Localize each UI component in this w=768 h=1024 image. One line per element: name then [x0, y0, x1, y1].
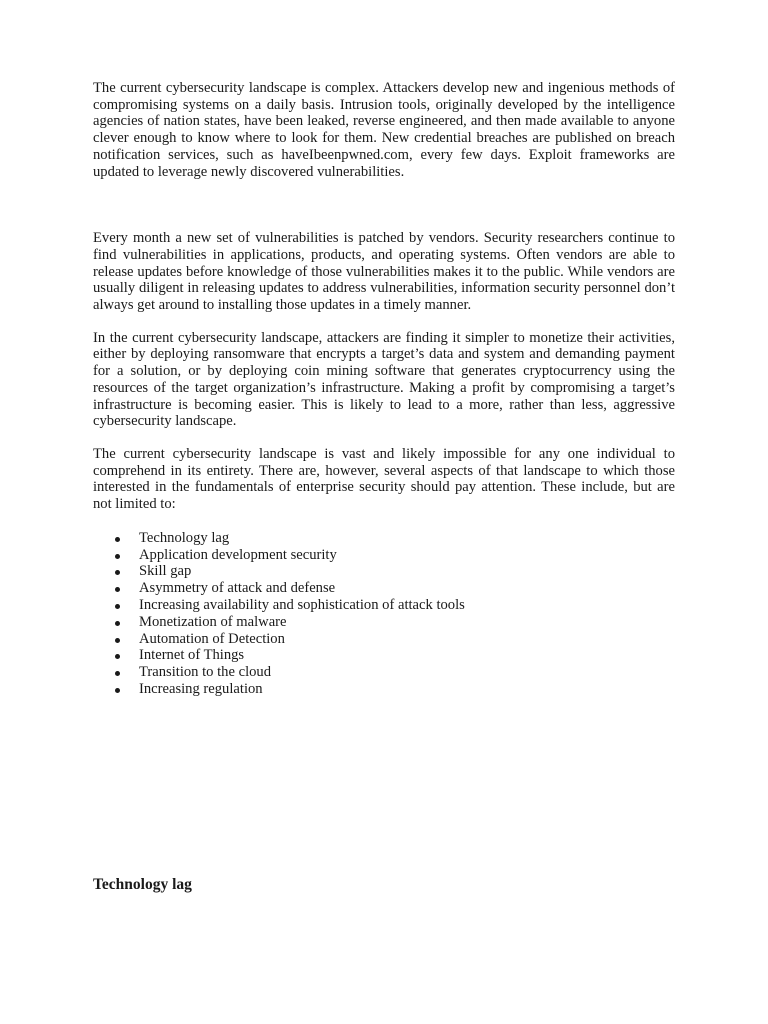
document-body: [93, 80, 675, 698]
list-item-label: Skill gap: [139, 563, 192, 580]
list-item-label: Application development security: [139, 546, 337, 563]
list-item: [93, 631, 675, 648]
list-item-label: Increasing regulation: [139, 680, 263, 697]
list-item-label: Technology lag: [139, 529, 230, 546]
paragraph-monetization: In the current cybersecurity landscape, attackers are finding it simpler to monetize their activities, either by deploying ransomware that encrypts a target’s data and system and demanding payment for a solution, or by deploying coin mining software that generates cryptocurrency using the resources of the target organization’s infrastructure. Making a profit by compromising a target’s infrastructure is becoming easier. This is likely to lead to a more, rather than less, aggressive cybersecurity landscape.: [93, 329, 675, 430]
list-item: [93, 530, 675, 547]
list-item: [93, 664, 675, 681]
section-heading: Technology lag: [93, 876, 192, 893]
bullet-icon: [115, 621, 120, 626]
paragraph-landscape-intro: The current cybersecurity landscape is complex. Attackers develop new and ingenious methods of compromising systems on a daily basis. Intrusion tools, originally developed by the intelligence agencies of nation states, have been leaked, reverse engineered, and then made available to anyone clever enough to know where to look for them. New credential breaches are published on breach notification services, such as haveIbeenpwned.com, every few days. Exploit frameworks are updated to leverage newly discovered vulnerabilities.: [93, 80, 675, 180]
list-item-label: Transition to the cloud: [139, 664, 272, 681]
list-item-label: Automation of Detection: [139, 630, 285, 647]
list-item: [93, 597, 675, 614]
aspects-bullet-list: [93, 530, 675, 698]
list-item-label: Internet of Things: [139, 647, 245, 664]
list-item: [93, 563, 675, 580]
list-item: [93, 547, 675, 564]
bullet-icon: [115, 671, 120, 676]
paragraph-landscape-aspects: The current cybersecurity landscape is vast and likely impossible for any one individual to comprehend in its entirety. There are, however, several aspects of that landscape to which those interested in the fundamentals of enterprise security should pay attention. These include, but are not limited to:: [93, 445, 675, 513]
bullet-icon: [115, 688, 120, 693]
bullet-icon: [115, 554, 120, 559]
list-item-label: Monetization of malware: [139, 613, 287, 630]
bullet-icon: [115, 604, 120, 609]
list-item-label: Increasing availability and sophistication of attack tools: [139, 596, 465, 613]
bullet-icon: [115, 570, 120, 575]
list-item-label: Asymmetry of attack and defense: [139, 580, 336, 597]
list-item: [93, 580, 675, 597]
bullet-icon: [115, 654, 120, 659]
bullet-icon: [115, 638, 120, 643]
list-item: [93, 647, 675, 664]
list-item: [93, 614, 675, 631]
list-item: [93, 681, 675, 698]
bullet-icon: [115, 587, 120, 592]
paragraph-vulnerability-patching: Every month a new set of vulnerabilities is patched by vendors. Security researchers continue to find vulnerabilities in applications, products, and operating systems. Often vendors are able to release updates before knowledge of those vulnerabilities makes it to the public. While vendors are usually diligent in releasing updates to address vulnerabilities, information security personnel don’t always get around to installing those updates in a timely manner.: [93, 230, 675, 314]
bullet-icon: [115, 537, 120, 542]
